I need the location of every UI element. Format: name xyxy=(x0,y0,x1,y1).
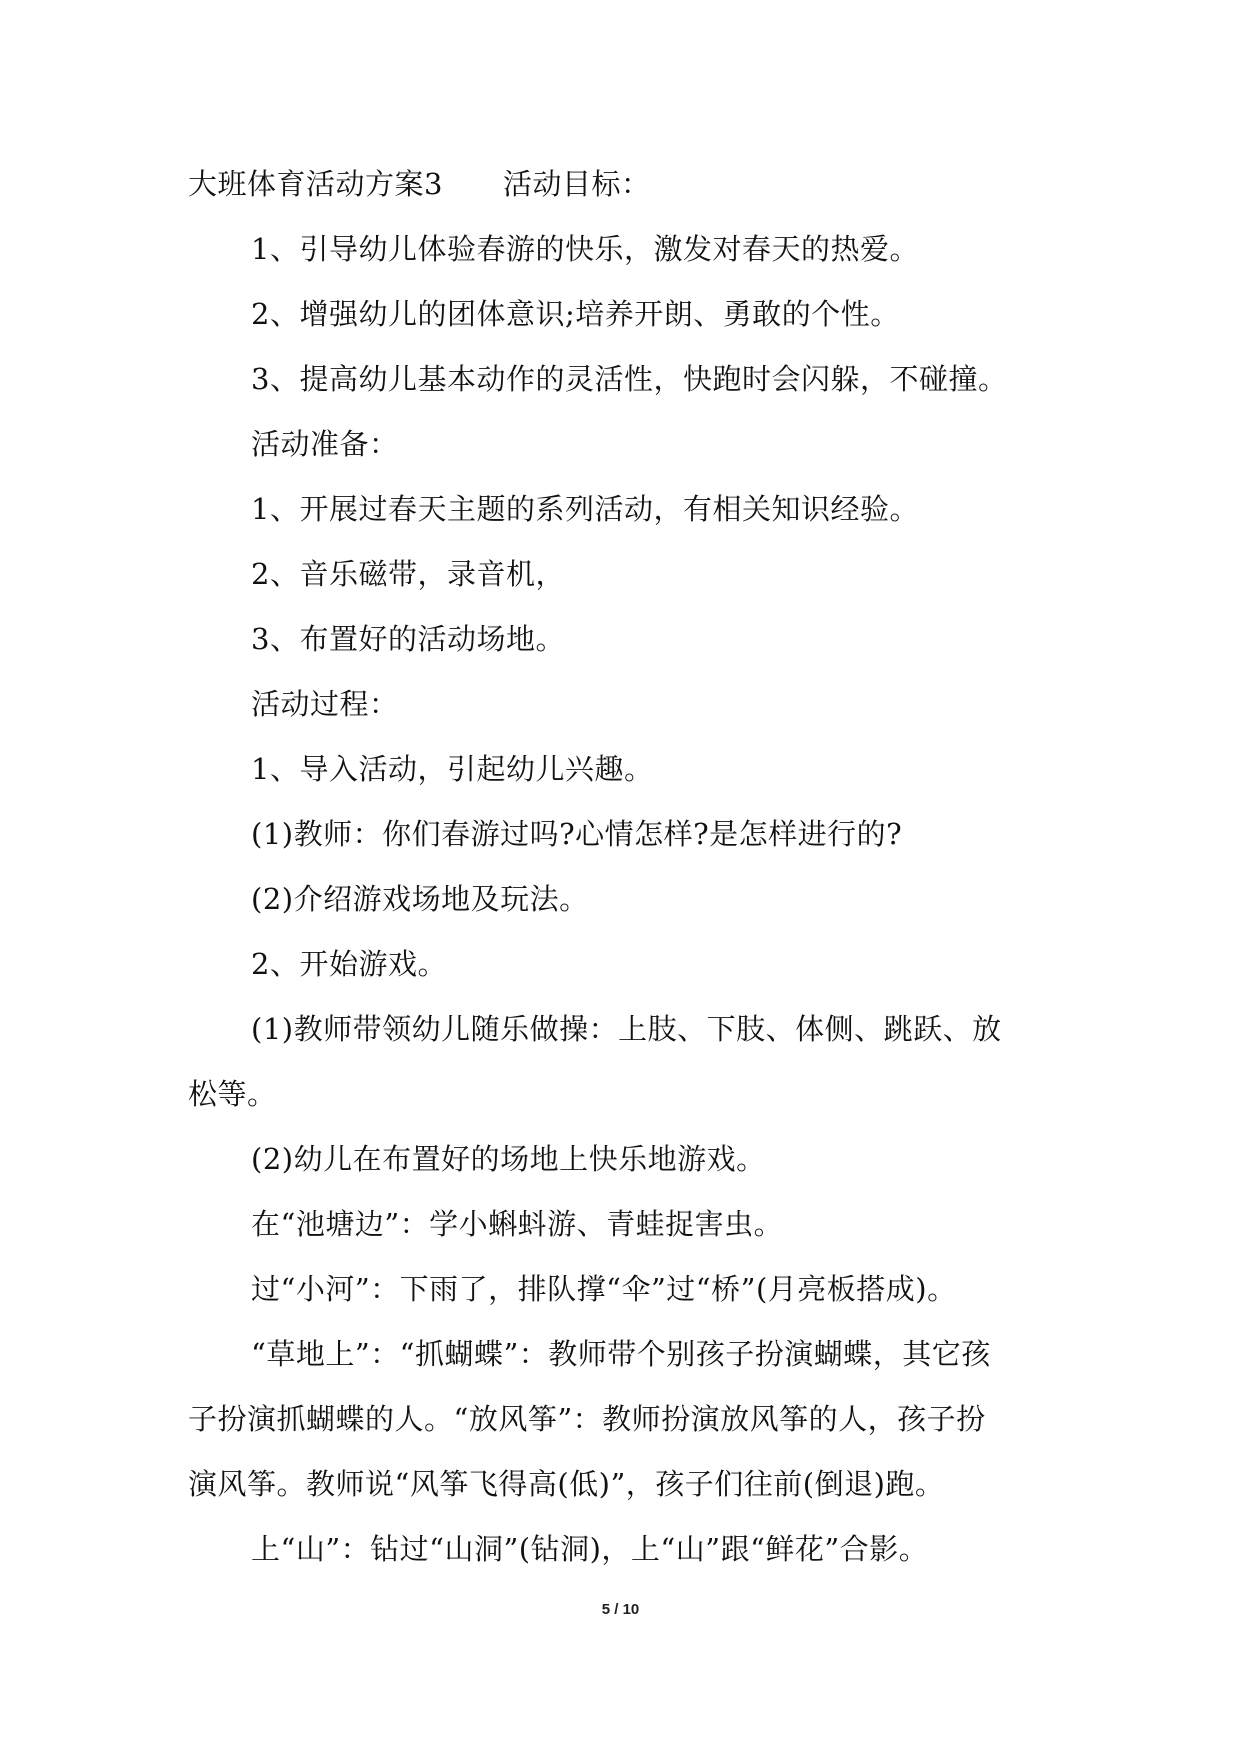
paragraph-line: 1、引导幼儿体验春游的快乐，激发对春天的热爱。 xyxy=(251,232,919,266)
paragraph-line: (2)幼儿在布置好的场地上快乐地游戏。 xyxy=(251,1142,766,1176)
paragraph-line: 上“山”：钻过“山洞”(钻洞)，上“山”跟“鲜花”合影。 xyxy=(251,1532,929,1566)
section-heading-goals: 活动目标： xyxy=(502,167,651,201)
paragraph-line: 过“小河”：下雨了，排队撑“伞”过“桥”(月亮板搭成)。 xyxy=(251,1272,957,1306)
page-number: 5 / 10 xyxy=(601,1601,640,1618)
heading-line xyxy=(188,152,1088,217)
paragraph-line: 2、增强幼儿的团体意识;培养开朗、勇敢的个性。 xyxy=(251,297,900,331)
paragraph-line: (1)教师带领幼儿随乐做操：上肢、下肢、体侧、跳跃、放 xyxy=(251,1012,1002,1046)
paragraph-line: 2、音乐磁带，录音机， xyxy=(251,557,565,591)
paragraph-line: “草地上”：“抓蝴蝶”：教师带个别孩子扮演蝴蝶，其它孩 xyxy=(251,1337,991,1371)
paragraph-line: 2、开始游戏。 xyxy=(251,947,447,981)
paragraph-line: 1、开展过春天主题的系列活动，有相关知识经验。 xyxy=(251,492,919,526)
paragraph-line: 3、提高幼儿基本动作的灵活性，快跑时会闪躲，不碰撞。 xyxy=(251,362,1008,396)
paragraph-line-continued: 演风筝。教师说“风筝飞得高(低)”，孩子们往前(倒退)跑。 xyxy=(188,1467,945,1501)
section-heading-preparation: 活动准备： xyxy=(251,427,399,461)
document-body xyxy=(188,152,1088,1582)
paragraph-line: 1、导入活动，引起幼儿兴趣。 xyxy=(251,752,654,786)
paragraph-line-continued: 子扮演抓蝴蝶的人。“放风筝”：教师扮演放风筝的人，孩子扮 xyxy=(188,1402,986,1436)
paragraph-line: 3、布置好的活动场地。 xyxy=(251,622,565,656)
paragraph-line-continued: 松等。 xyxy=(188,1077,277,1111)
document-title: 大班体育活动方案3 xyxy=(188,167,443,201)
section-heading-process: 活动过程： xyxy=(251,687,399,721)
paragraph-line: (2)介绍游戏场地及玩法。 xyxy=(251,882,589,916)
paragraph-line: (1)教师：你们春游过吗?心情怎样?是怎样进行的? xyxy=(251,817,903,851)
paragraph-line: 在“池塘边”：学小蝌蚪游、青蛙捉害虫。 xyxy=(251,1207,784,1241)
